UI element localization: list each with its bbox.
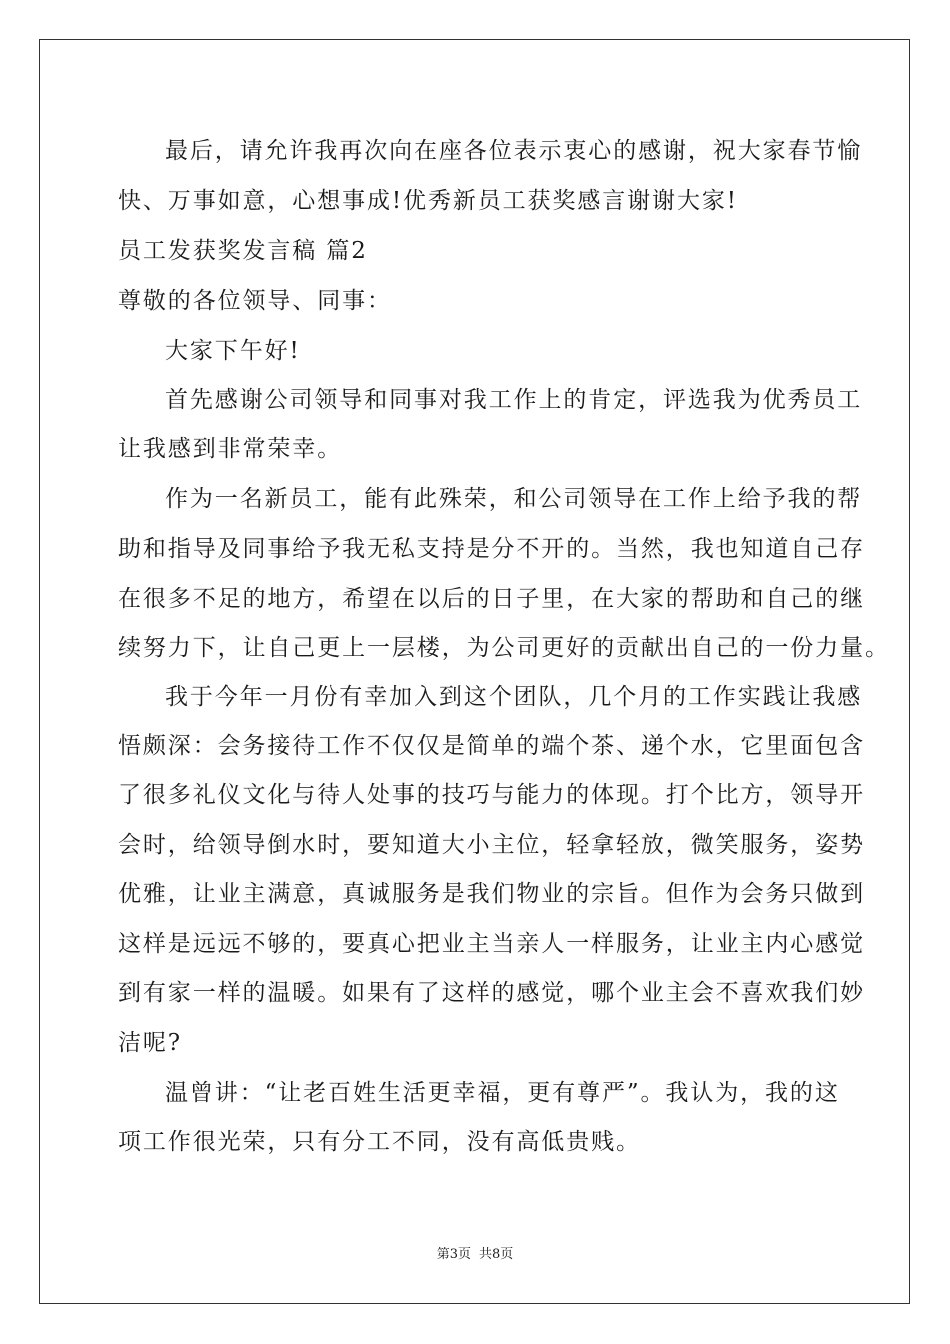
salutation: 尊敬的各位领导、同事： (118, 288, 392, 314)
text-line: 悟颇深：会务接待工作不仅仅是简单的端个茶、递个水，它里面包含 (118, 733, 865, 759)
greeting: 大家下午好! (165, 338, 301, 364)
text-line: 我于今年一月份有幸加入到这个团队，几个月的工作实践让我感 (165, 684, 863, 710)
text-line: 会时，给领导倒水时，要知道大小主位，轻拿轻放，微笑服务，姿势 (118, 832, 865, 858)
text-line: 作为一名新员工，能有此殊荣，和公司领导在工作上给予我的帮 (165, 486, 863, 512)
text-line: 续努力下，让自己更上一层楼，为公司更好的贡献出自己的一份力量。 (118, 635, 890, 661)
page-border (39, 39, 910, 1304)
text-line: 到有家一样的温暖。如果有了这样的感觉，哪个业主会不喜欢我们妙 (118, 980, 865, 1006)
text-line: 首先感谢公司领导和同事对我工作上的肯定，评选我为优秀员工 (165, 387, 863, 413)
page-number: 第3页 (436, 1247, 471, 1262)
text-line: 快、万事如意，心想事成!优秀新员工获奖感言谢谢大家! (118, 188, 738, 214)
text-line: 助和指导及同事给予我无私支持是分不开的。当然，我也知道自己存 (118, 536, 865, 562)
page-total: 共8页 (479, 1247, 514, 1262)
text-line: 在很多不足的地方，希望在以后的日子里，在大家的帮助和自己的继 (118, 586, 865, 612)
text-line: 这样是远远不够的，要真心把业主当亲人一样服务，让业主内心感觉 (118, 931, 865, 957)
text-line: 最后，请允许我再次向在座各位表示衷心的感谢，祝大家春节愉 (165, 138, 863, 164)
section-heading: 员工发获奖发言稿 篇2 (118, 238, 368, 264)
text-line: 让我感到非常荣幸。 (118, 436, 343, 462)
text-line: 温曾讲：“让老百姓生活更幸福，更有尊严”。我认为，我的这 (165, 1080, 840, 1106)
text-line: 洁呢? (118, 1030, 183, 1056)
text-line: 了很多礼仪文化与待人处事的技巧与能力的体现。打个比方，领导开 (118, 782, 865, 808)
text-line: 优雅，让业主满意，真诚服务是我们物业的宗旨。但作为会务只做到 (118, 881, 865, 907)
page-footer (0, 1246, 950, 1264)
text-line: 项工作很光荣，只有分工不同，没有高低贵贱。 (118, 1129, 641, 1155)
